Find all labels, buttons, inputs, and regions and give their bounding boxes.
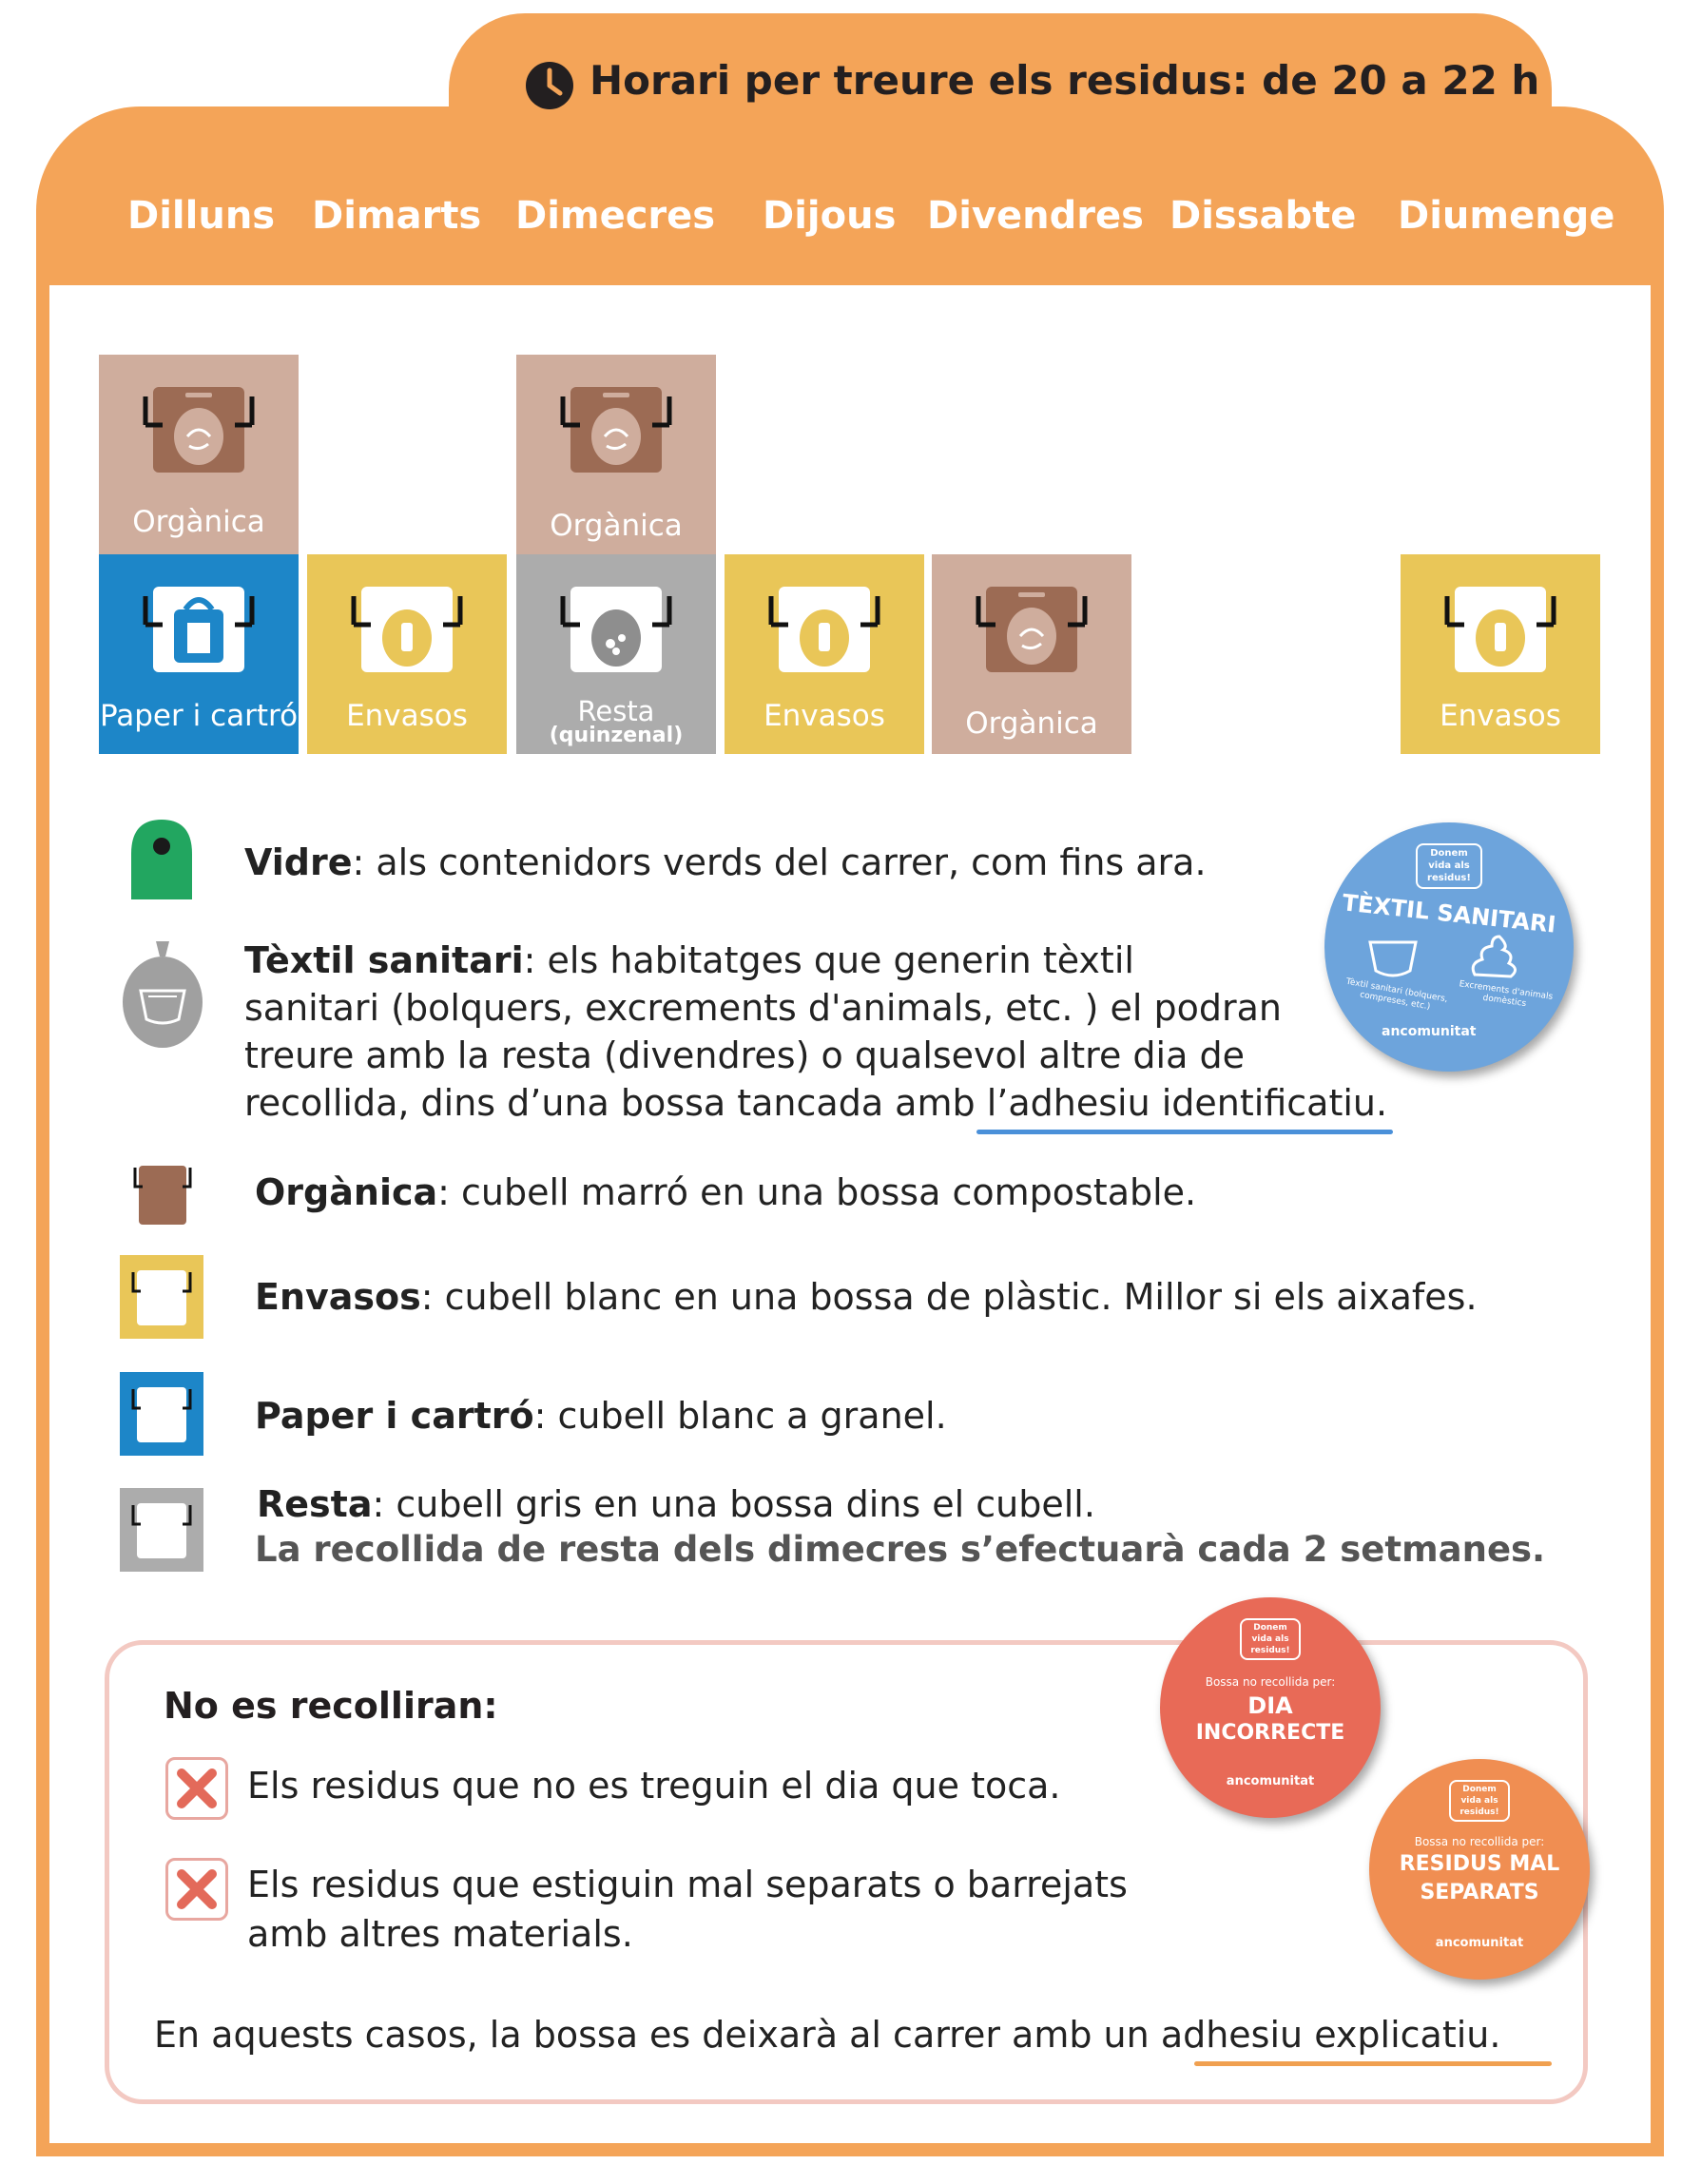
no-collect-footer: En aquests casos, la bossa es deixarà al carrer amb un adhesiu explicatiu.	[154, 2014, 1501, 2056]
day-thursday: Dijous	[763, 194, 897, 238]
sticker-brand: ancomunitat	[1226, 1774, 1315, 1788]
sticker-right-caption: Excrements d'animals domèstics	[1458, 979, 1554, 1010]
legend-resta-note: La recollida de resta dels dimecres s’efectuarà cada 2 setmanes.	[255, 1529, 1546, 1570]
sticker-line1: RESIDUS MAL	[1399, 1852, 1560, 1876]
tile-label: Resta	[577, 695, 655, 727]
packaging-bin-icon	[350, 568, 464, 682]
tile-thursday-envasos	[725, 554, 924, 754]
legend-organica: Orgànica: cubell marró en una bossa compostable.	[255, 1171, 1197, 1213]
day-friday: Divendres	[927, 194, 1144, 238]
day-tuesday: Dimarts	[312, 194, 482, 238]
sticker-badge: Donem vida als residus!	[1449, 1780, 1510, 1822]
sticker-brand: ancomunitat	[1382, 1024, 1477, 1039]
no-collect-item2-line1: Els residus que estiguin mal separats o barrejats	[247, 1864, 1128, 1905]
organic-bin-icon	[559, 368, 673, 482]
x-mark-icon	[165, 1858, 228, 1921]
sticker-residus-mal-separats	[1369, 1759, 1590, 1980]
tile-label: Envasos	[1440, 699, 1561, 733]
diaper-icon	[1366, 937, 1420, 980]
tile-sunday-envasos	[1401, 554, 1600, 754]
organic-bin-icon	[975, 568, 1089, 682]
no-collect-item1: Els residus que no es treguin el dia que toca.	[247, 1765, 1061, 1807]
underline-adhesiu	[976, 1130, 1393, 1134]
sticker-badge: Donem vida als residus!	[1240, 1618, 1301, 1660]
legend-envasos: Envasos: cubell blanc en una bossa de plàstic. Millor si els aixafes.	[255, 1276, 1478, 1318]
tile-label: Envasos	[764, 699, 885, 733]
legend-resta: Resta: cubell gris en una bossa dins el cubell.	[257, 1483, 1095, 1525]
no-collect-item2-line2: amb altres materials.	[247, 1913, 633, 1955]
x-mark-icon	[165, 1757, 228, 1820]
sticker-left-caption: Tèxtil sanitari (bolquers, compreses, etc.)	[1344, 976, 1449, 1013]
no-collect-title: No es recolliran:	[164, 1685, 498, 1727]
legend-paper: Paper i cartró: cubell blanc a granel.	[255, 1395, 947, 1437]
day-sunday: Diumenge	[1398, 194, 1615, 238]
clock-icon	[525, 61, 574, 110]
packaging-bin-icon	[1443, 568, 1557, 682]
glass-container-icon	[127, 816, 196, 903]
packaging-square-icon	[120, 1255, 203, 1339]
day-monday: Dilluns	[127, 194, 276, 238]
sticker-brand: ancomunitat	[1435, 1936, 1524, 1950]
day-saturday: Dissabte	[1169, 194, 1357, 238]
rest-bin-icon	[559, 568, 673, 682]
sticker-title: TÈXTIL SANITARI	[1341, 889, 1557, 938]
sticker-dia-incorrecte	[1160, 1597, 1381, 1818]
tile-monday-organica	[99, 355, 299, 554]
legend-vidre: Vidre: als contenidors verds del carrer, com fins ara.	[244, 841, 1207, 883]
tile-label: Orgànica	[965, 706, 1098, 741]
organic-bin-icon	[142, 368, 256, 482]
schedule-title: Horari per treure els residus: de 20 a 22 h	[590, 57, 1540, 104]
packaging-bin-icon	[767, 568, 881, 682]
legend-textil-line1: Tèxtil sanitari: els habitatges que generin tèxtil	[244, 939, 1134, 981]
tile-wednesday-organica	[516, 355, 716, 554]
underline-explicatiu	[1194, 2061, 1552, 2066]
tile-wednesday-resta	[516, 554, 716, 754]
tile-friday-organica	[932, 554, 1131, 754]
day-wednesday: Dimecres	[515, 194, 716, 238]
sticker-caption: Bossa no recollida per:	[1414, 1835, 1545, 1848]
sticker-caption: Bossa no recollida per:	[1205, 1675, 1336, 1689]
legend-textil-line2: sanitari (bolquers, excrements d'animals, etc. ) el podran	[244, 987, 1282, 1029]
paper-bin-icon	[142, 568, 256, 682]
sticker-line2: INCORRECTE	[1195, 1721, 1345, 1745]
tile-tuesday-envasos	[307, 554, 507, 754]
sticker-badge: Donem vida als residus!	[1416, 843, 1482, 889]
sticker-textil-sanitari	[1324, 822, 1574, 1072]
sticker-line2: SEPARATS	[1420, 1881, 1539, 1904]
legend-textil-line3: treure amb la resta (divendres) o qualsevol altre dia de	[244, 1034, 1245, 1076]
tile-label: Orgànica	[550, 509, 683, 543]
paper-square-icon	[120, 1372, 203, 1456]
tile-label: Envasos	[346, 699, 468, 733]
legend-textil-line4: recollida, dins d’una bossa tancada amb l’adhesiu identificatiu.	[244, 1082, 1388, 1124]
organic-bucket-icon	[133, 1160, 192, 1228]
sticker-line1: DIA	[1247, 1692, 1293, 1719]
tile-label: Paper i cartró	[99, 699, 299, 733]
tile-sublabel: (quinzenal)	[549, 724, 684, 747]
diaper-bag-icon	[120, 936, 205, 1050]
tile-label: Orgànica	[132, 505, 265, 539]
excrement-icon	[1467, 933, 1520, 980]
tile-monday-paper	[99, 554, 299, 754]
rest-square-icon	[120, 1488, 203, 1572]
